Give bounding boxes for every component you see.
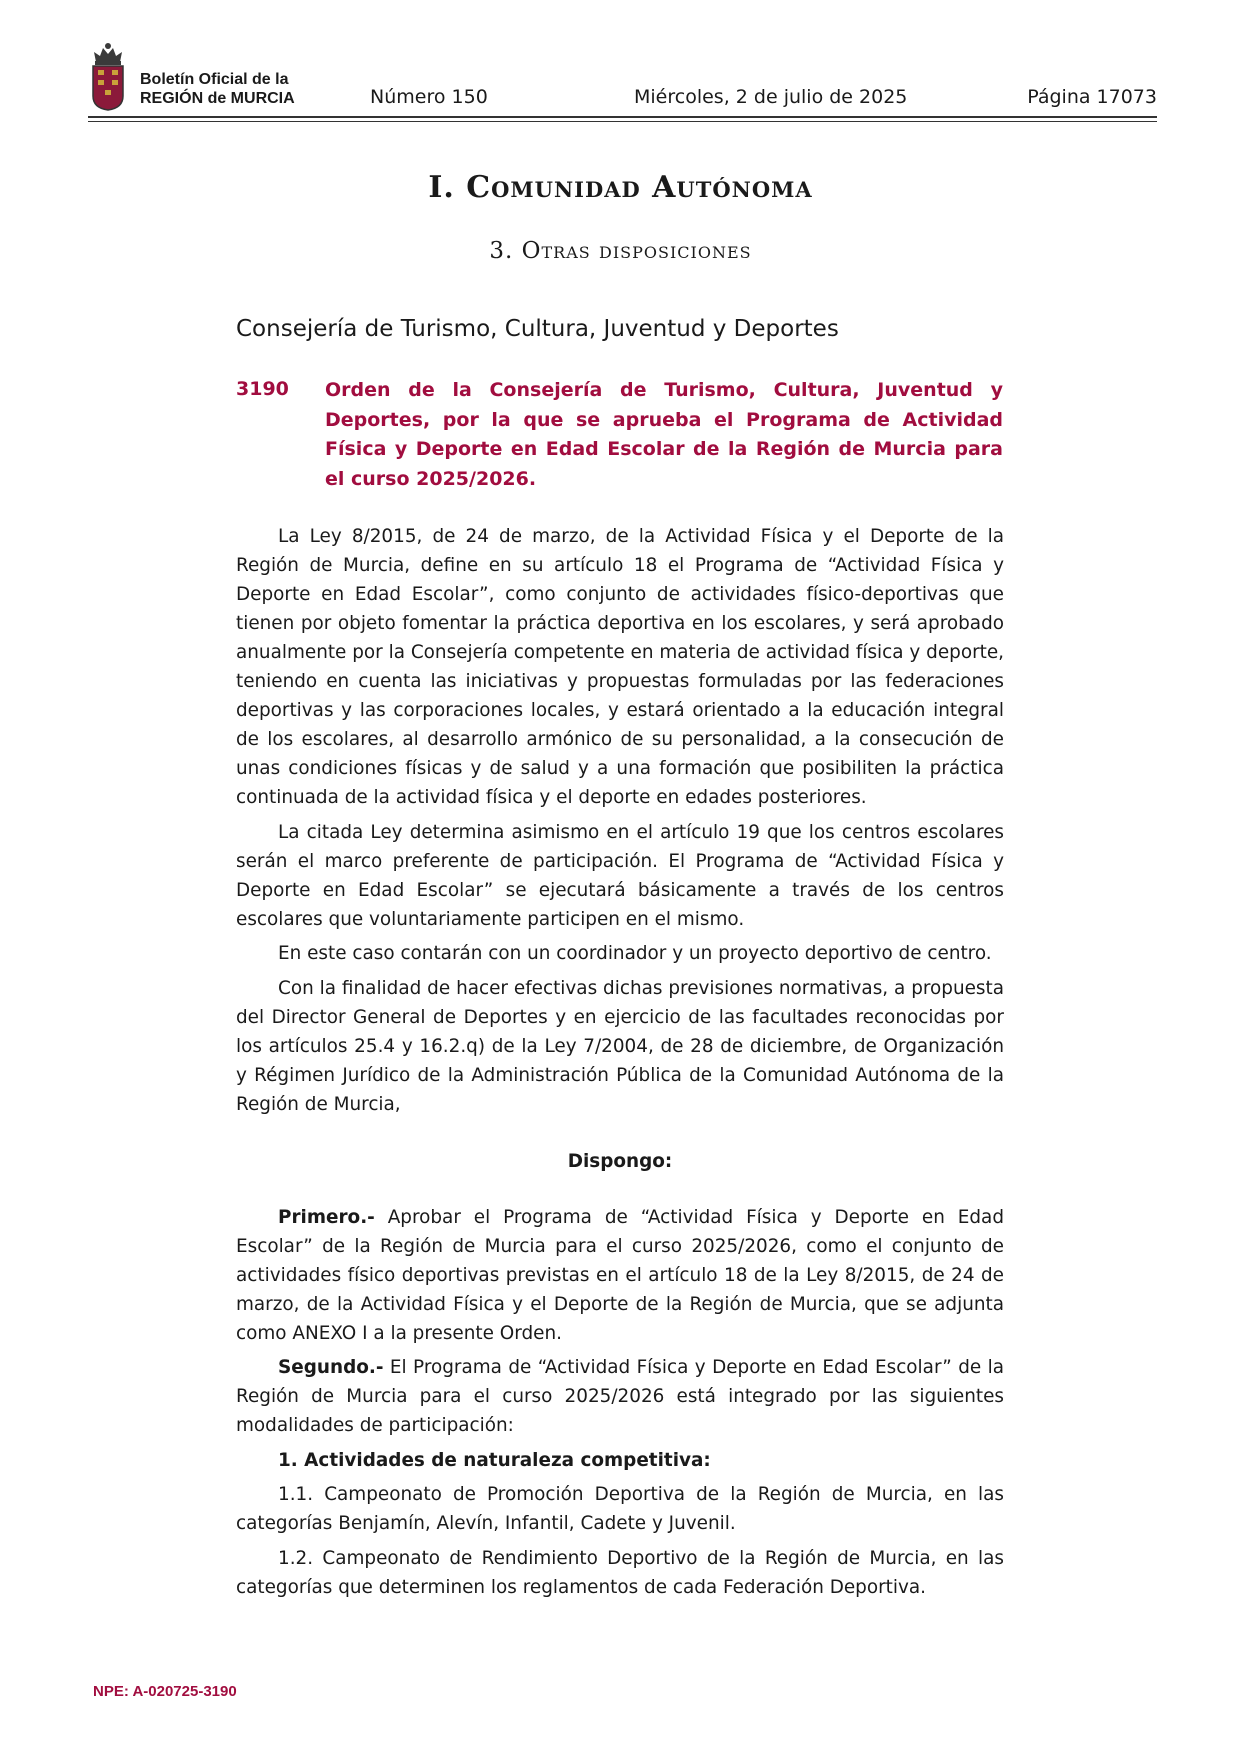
paragraph: La citada Ley determina asimismo en el artículo 19 que los centros escolares serán el marco preferente de participación. El Programa de “Actividad Física y Deporte en Edad Escolar” se ejecutará básicamente a través de los centros escolares que voluntariamente participen en el mismo. bbox=[236, 821, 1004, 930]
article-segundo bbox=[236, 1353, 1004, 1440]
paragraph: En este caso contarán con un coordinador y un proyecto deportivo de centro. bbox=[278, 943, 992, 964]
boletin-line-1: Boletín Oficial de la bbox=[140, 71, 289, 88]
boletin-line-2: REGIÓN de MURCIA bbox=[140, 90, 295, 107]
article-label: Primero.- bbox=[278, 1206, 375, 1228]
paragraph: Con la finalidad de hacer efectivas dichas previsiones normativas, a propuesta del Director General de Deportes y en ejercicio de las facultades reconocidas por los artículos 25.4 y 16.2.q) de la Ley 7/2004, de 28 de diciembre, de Organización y Régimen Jurídico de la Administración Pública de la Comunidad Autónoma de la Región de Murcia, bbox=[236, 977, 1004, 1115]
subsection-title: 3. Otras disposiciones bbox=[489, 238, 752, 264]
header-rule-thick bbox=[88, 116, 1157, 118]
region-murcia-crest-icon bbox=[90, 40, 126, 112]
document-body bbox=[236, 522, 1004, 1607]
article-text: Aprobar el Programa de “Actividad Física y Deporte en Edad Escolar” de la Región de Murcia para el curso 2025/2026, como el conjunto de actividades físico deportivas previstas en el artículo 18 de la Ley 8/2015, de 24 de marzo, de la Actividad Física y el Deporte de la Región de Murcia, que se adjunta como ANEXO I a la presente Orden. bbox=[236, 1206, 1004, 1344]
npe-code: NPE: A-020725-3190 bbox=[93, 1683, 237, 1700]
paragraph: La Ley 8/2015, de 24 de marzo, de la Actividad Física y el Deporte de la Región de Murcia, define en su artículo 18 el Programa de “Actividad Física y Deporte en Edad Escolar”, como conjunto de actividades físico-deportivas que tienen por objeto fomentar la práctica deportiva en los escolares, y será aprobado anualmente por la Consejería competente en materia de actividad física y deporte, teniendo en cuenta las iniciativas y propuestas formuladas por las federaciones deportivas y las corporaciones locales, y estará orientado a la educación integral de los escolares, al desarrollo armónico de su personalidad, a la consecución de unas condiciones físicas y de salud y a una formación que posibiliten la práctica continuada de la actividad física y el deporte en edades posteriores. bbox=[236, 526, 1004, 808]
page-number: Página 17073 bbox=[1027, 86, 1157, 108]
list-heading: 1. Actividades de naturaleza competitiva: bbox=[278, 1449, 711, 1471]
article-label: Segundo.- bbox=[278, 1357, 384, 1378]
section-title: I. Comunidad Autónoma bbox=[428, 170, 813, 205]
order-number: 3190 bbox=[236, 378, 289, 400]
order-title: Orden de la Consejería de Turismo, Cultura, Juventud y Deportes, por la que se aprueba el Programa de Actividad Física y Deporte en Edad Escolar de la Región de Murcia para el curso 2025/2026. bbox=[325, 379, 1003, 490]
department-name: Consejería de Turismo, Cultura, Juventud y Deportes bbox=[236, 316, 839, 342]
issue-number: Número 150 bbox=[370, 86, 488, 108]
boletin-masthead bbox=[140, 70, 295, 108]
list-item: 1.2. Campeonato de Rendimiento Deportivo de la Región de Murcia, en las categorías que determinen los reglamentos de cada Federación Deportiva. bbox=[236, 1547, 1004, 1598]
header-rule-thin bbox=[88, 121, 1157, 122]
dispongo-heading: Dispongo: bbox=[567, 1150, 673, 1172]
article-text: El Programa de “Actividad Física y Deporte en Edad Escolar” de la Región de Murcia para el curso 2025/2026 está integrado por las siguientes modalidades de participación: bbox=[236, 1357, 1004, 1436]
list-item: 1.1. Campeonato de Promoción Deportiva de la Región de Murcia, en las categorías Benjamín, Alevín, Infantil, Cadete y Juvenil. bbox=[236, 1484, 1004, 1534]
issue-date: Miércoles, 2 de julio de 2025 bbox=[634, 86, 908, 108]
article-primero bbox=[236, 1203, 1004, 1348]
